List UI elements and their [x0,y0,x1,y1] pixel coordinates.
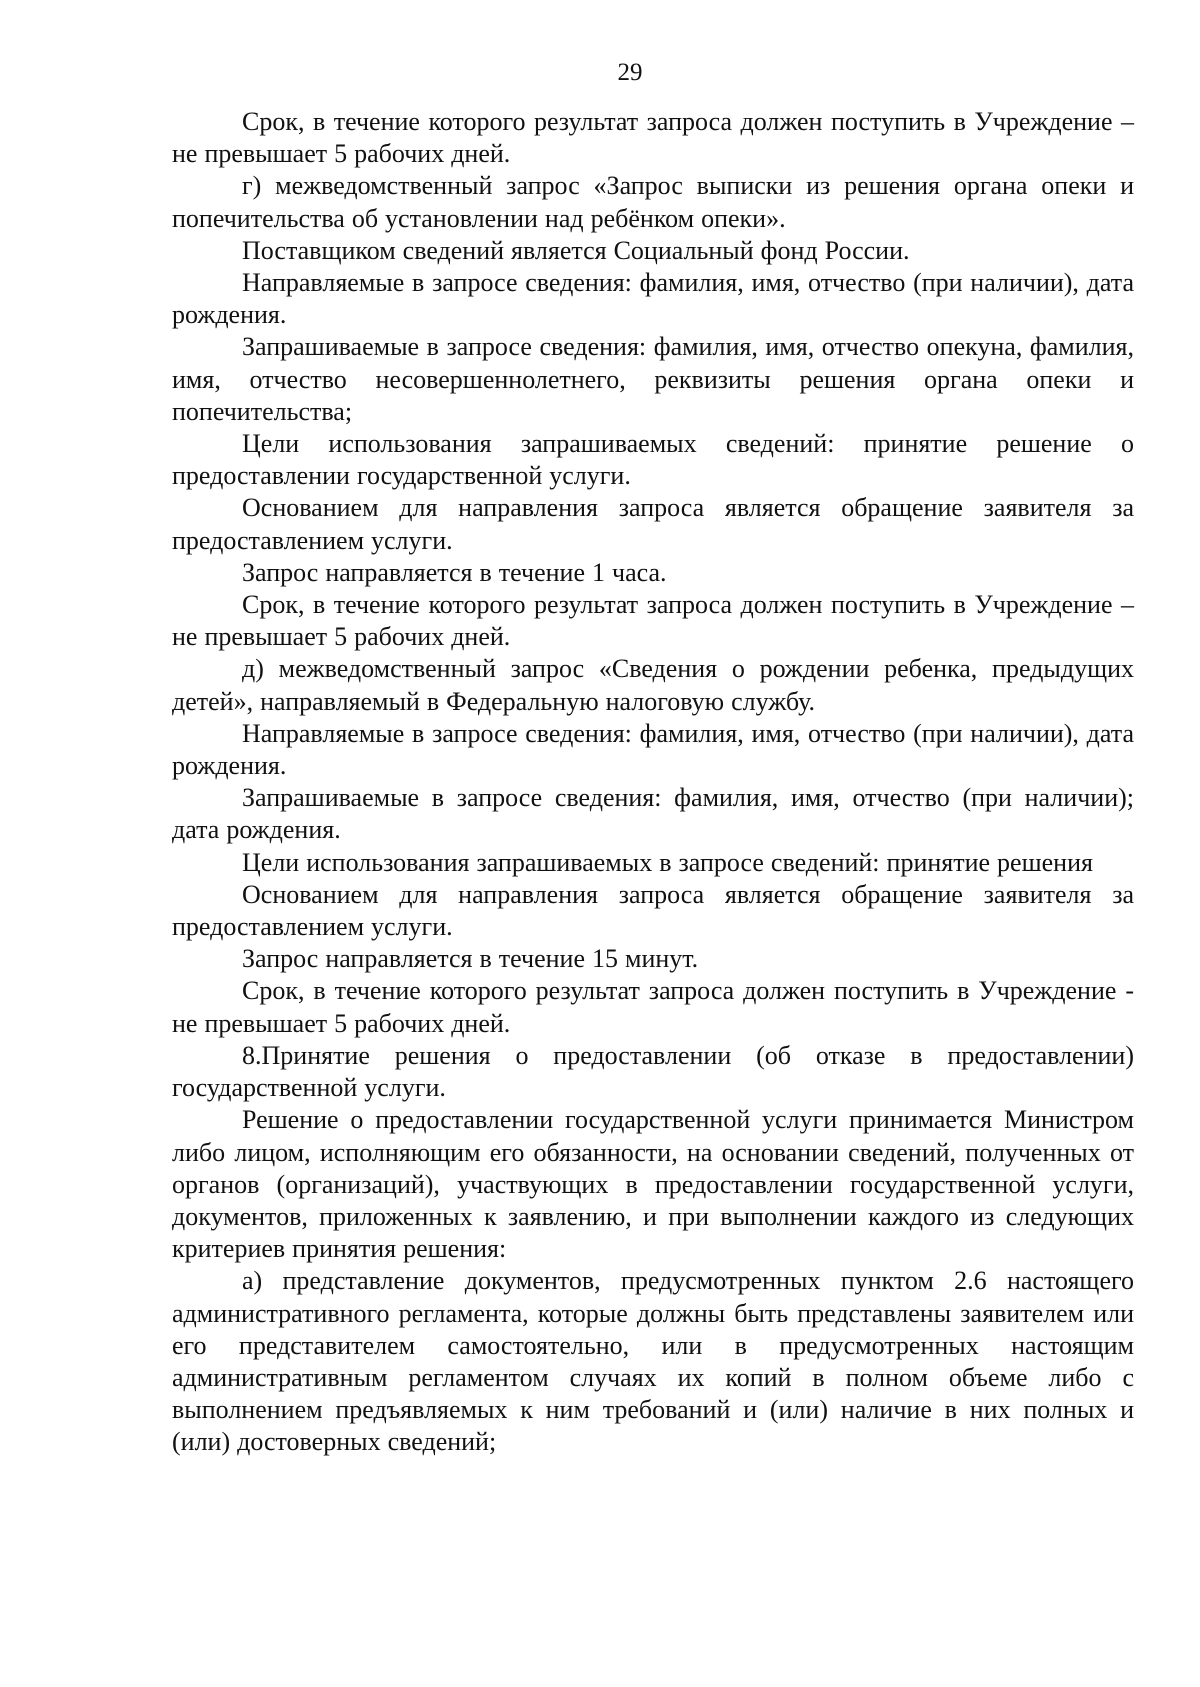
page-number: 29 [617,59,643,86]
paragraph: Направляемые в запросе сведения: фамилия, имя, отчество (при наличии), дата рождения. [172,268,1134,330]
paragraph: 8.Принятие решения о предоставлении (об отказе в предоставлении) государственной услуги. [172,1040,1134,1103]
paragraph: Цели использования запрашиваемых сведений: принятие решение о предоставлении государственной услуги. [172,429,1134,491]
paragraph: Направляемые в запросе сведения: фамилия, имя, отчество (при наличии), дата рождения. [172,718,1134,781]
paragraph: Основанием для направления запроса является обращение заявителя за предоставлением услуги. [172,879,1134,942]
paragraph: д) межведомственный запрос «Сведения о рождении ребенка, предыдущих детей», направляемый в Федеральную налоговую службу. [172,654,1134,716]
paragraph: а) представление документов, предусмотренных пунктом 2.6 настоящего административного регламента, которые должны быть представлены заявителем или его представителем самостоятельно, или в предусмотренных настоящим административным регламентом случаях их копий в полном объеме либо с выполнением предъявляемых к ним требований и (или) наличие в них полных и (или) достоверных сведений; [172,1266,1134,1457]
paragraph: Основанием для направления запроса является обращение заявителя за предоставлением услуги. [172,493,1134,555]
paragraph: Запрашиваемые в запросе сведения: фамилия, имя, отчество (при наличии); дата рождения. [172,783,1134,845]
paragraph: Срок, в течение которого результат запроса должен поступить в Учреждение – не превышает 5 рабочих дней. [172,590,1134,652]
paragraph: Поставщиком сведений является Социальный фонд России. [242,235,910,265]
document-body [172,106,1134,1459]
paragraph: г) межведомственный запрос «Запрос выписки из решения органа опеки и попечительства об установлении над ребёнком опеки». [172,171,1134,233]
paragraph: Срок, в течение которого результат запроса должен поступить в Учреждение – не превышает 5 рабочих дней. [172,107,1134,169]
paragraph: Запрашиваемые в запросе сведения: фамилия, имя, отчество опекуна, фамилия, имя, отчество несовершеннолетнего, реквизиты решения органа опеки и попечительства; [172,332,1134,426]
paragraph: Цели использования запрашиваемых в запросе сведений: принятие решения [242,847,1093,877]
paragraph: Запрос направляется в течение 15 минут. [242,944,699,974]
paragraph: Запрос направляется в течение 1 часа. [242,557,667,587]
paragraph: Срок, в течение которого результат запроса должен поступить в Учреждение - не превышает 5 рабочих дней. [172,976,1134,1038]
paragraph: Решение о предоставлении государственной услуги принимается Министром либо лицом, исполняющим его обязанности, на основании сведений, полученных от органов (организаций), участвующих в предоставлении государственной услуги, документов, приложенных к заявлению, и при выполнении каждого из следующих критериев принятия решения: [172,1105,1134,1264]
